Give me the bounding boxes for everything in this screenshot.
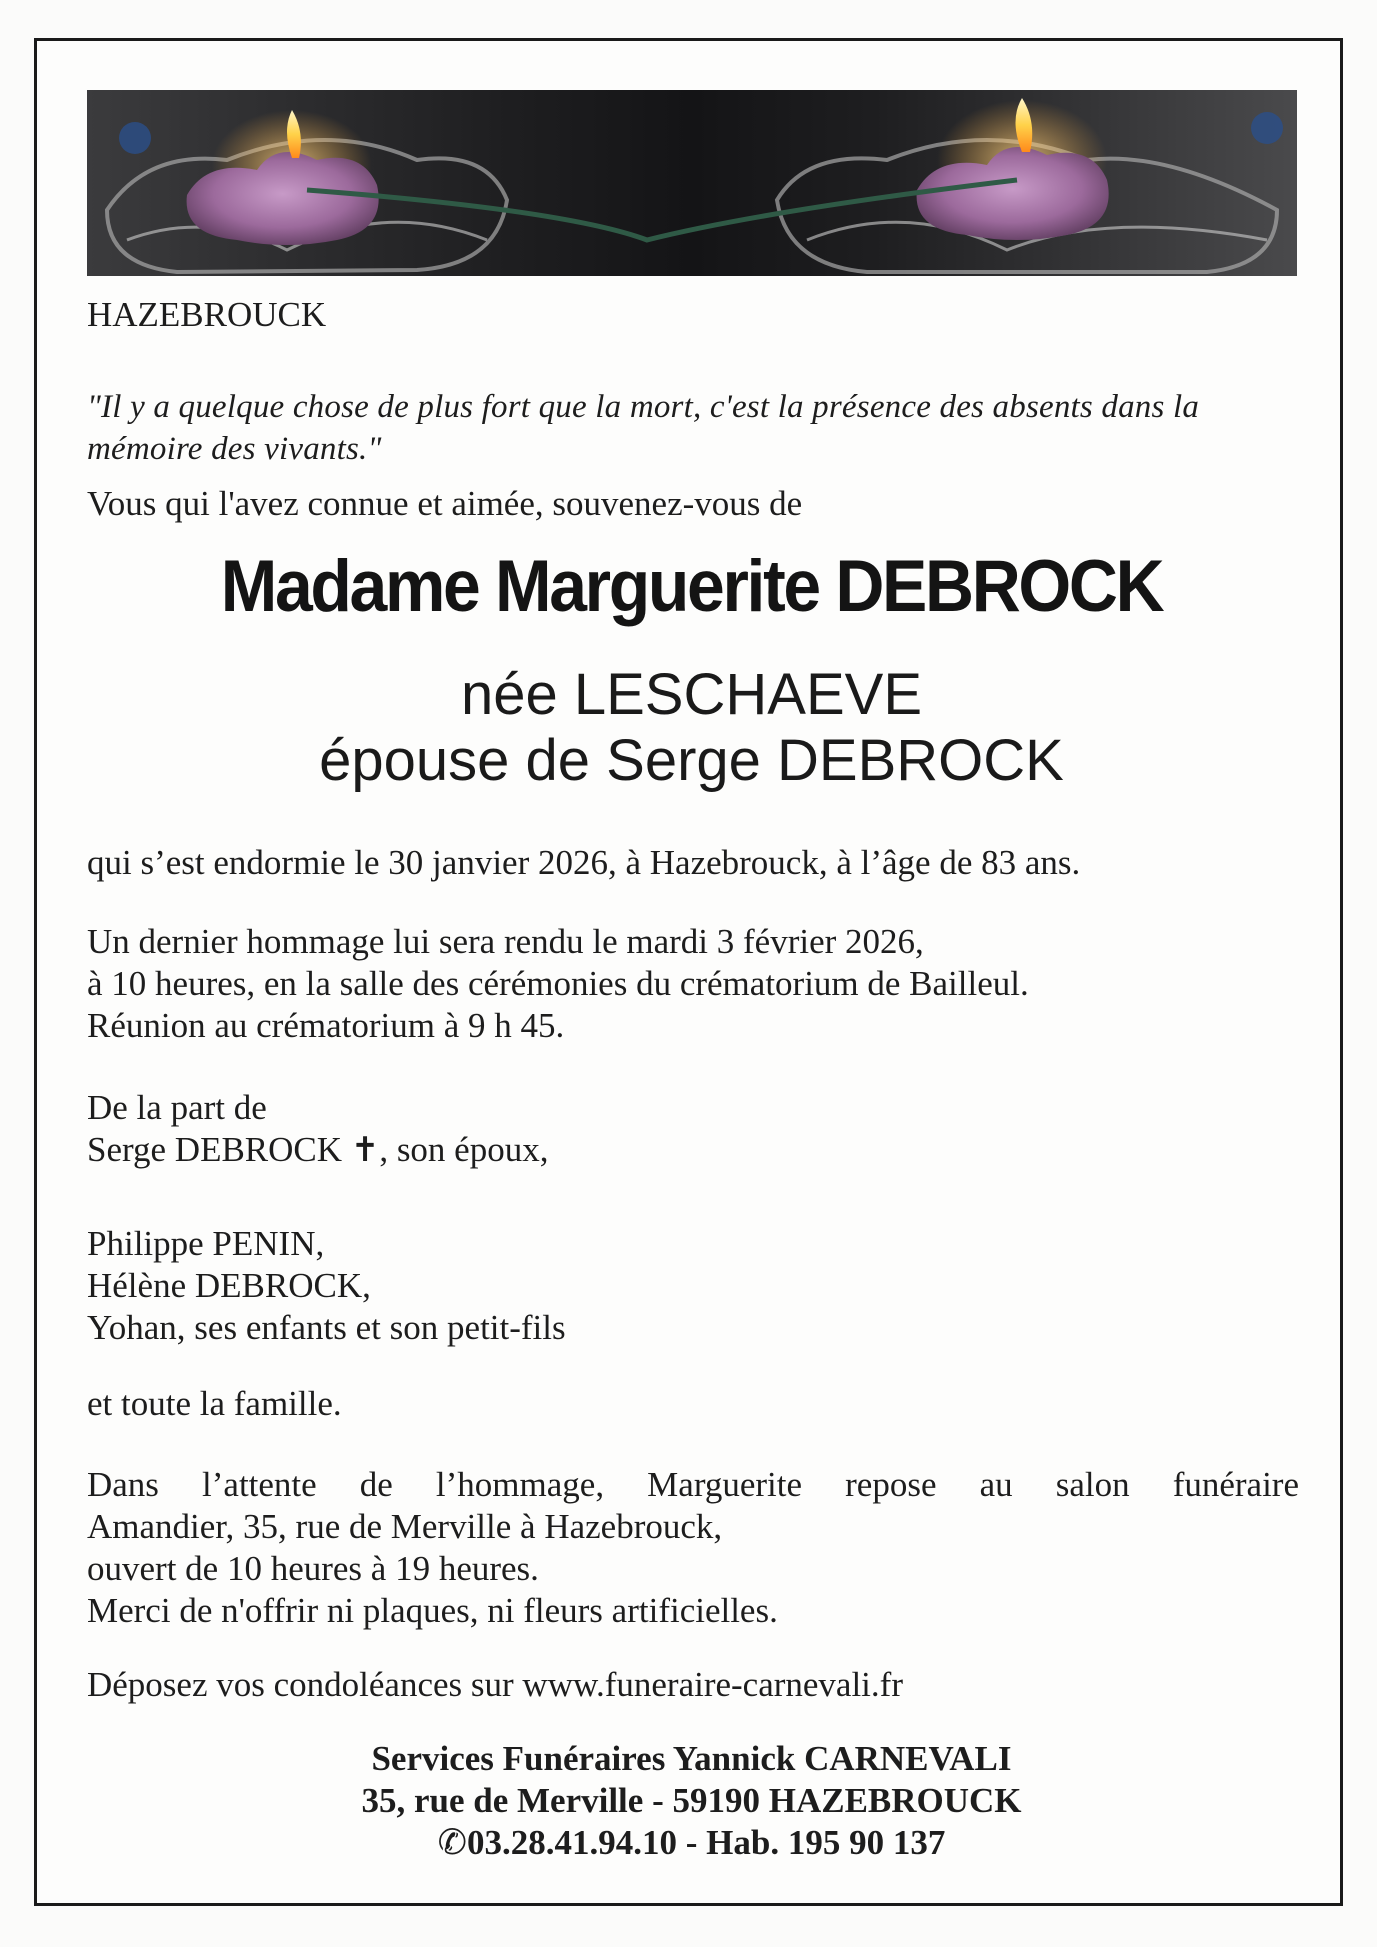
hommage-line: Un dernier hommage lui sera rendu le mardi 3 février 2026, — [87, 922, 924, 961]
epitaph-quote — [87, 386, 1299, 470]
spouse-line: épouse de Serge DEBROCK — [319, 728, 1064, 793]
death-notice: qui s’est endormie le 30 janvier 2026, à Hazebrouck, à l’âge de 83 ans. — [87, 843, 1081, 882]
salon-line: ouvert de 10 heures à 19 heures. — [87, 1549, 539, 1588]
candles-banner-image — [87, 90, 1297, 276]
city-heading: HAZEBROUCK — [87, 295, 327, 334]
cross-icon: ✝ — [350, 1130, 380, 1170]
funeral-home-footer — [37, 1738, 1346, 1864]
salon-line: Dans l’attente de l’hommage, Marguerite repose au salon funéraire — [87, 1465, 1299, 1504]
salon-line: Merci de n'offrir ni plaques, ni fleurs artificielles. — [87, 1591, 778, 1630]
salon-line: Amandier, 35, rue de Merville à Hazebrouck, — [87, 1507, 723, 1546]
hommage-line: Réunion au crématorium à 9 h 45. — [87, 1006, 565, 1045]
list-item: Hélène DEBROCK, — [87, 1266, 371, 1305]
spouse-mention — [87, 1129, 548, 1171]
condolences-text: Déposez vos condoléances sur www.funeraire-carnevali.fr — [87, 1665, 903, 1704]
phone-number: 03.28.41.94.10 - Hab. 195 90 137 — [466, 1823, 946, 1862]
quote-line-1: "Il y a quelque chose de plus fort que la mort, c'est la présence des absents dans la — [87, 389, 1200, 425]
company-name: Services Funéraires Yannick CARNEVALI — [371, 1739, 1012, 1778]
list-item: Yohan, ses enfants et son petit-fils — [87, 1308, 566, 1347]
hommage-line: à 10 heures, en la salle des cérémonies du crématorium de Bailleul. — [87, 964, 1029, 1003]
family-intro-text: De la part de — [87, 1088, 267, 1127]
company-address: 35, rue de Merville - 59190 HAZEBROUCK — [361, 1781, 1022, 1820]
family-closing: et toute la famille. — [87, 1384, 342, 1423]
maiden-name: née LESCHAEVE — [460, 662, 923, 727]
list-item: Philippe PENIN, — [87, 1224, 325, 1263]
quote-line-2: mémoire des vivants." — [87, 431, 382, 467]
obituary-frame — [34, 38, 1343, 1906]
salon-details — [87, 1464, 1299, 1632]
hommage-details — [87, 921, 1029, 1047]
spouse-relation: , son époux, — [379, 1130, 549, 1169]
children-list — [87, 1223, 566, 1349]
intro-text: Vous qui l'avez connue et aimée, souvenez-vous de — [87, 484, 803, 523]
spouse-name: Serge DEBROCK — [87, 1130, 343, 1169]
family-intro — [87, 1087, 548, 1171]
company-phone — [37, 1822, 1346, 1864]
deceased-name: Madame Marguerite DEBROCK — [220, 546, 1163, 627]
phone-icon: ✆ — [437, 1823, 467, 1863]
candles-illustration — [87, 90, 1297, 276]
